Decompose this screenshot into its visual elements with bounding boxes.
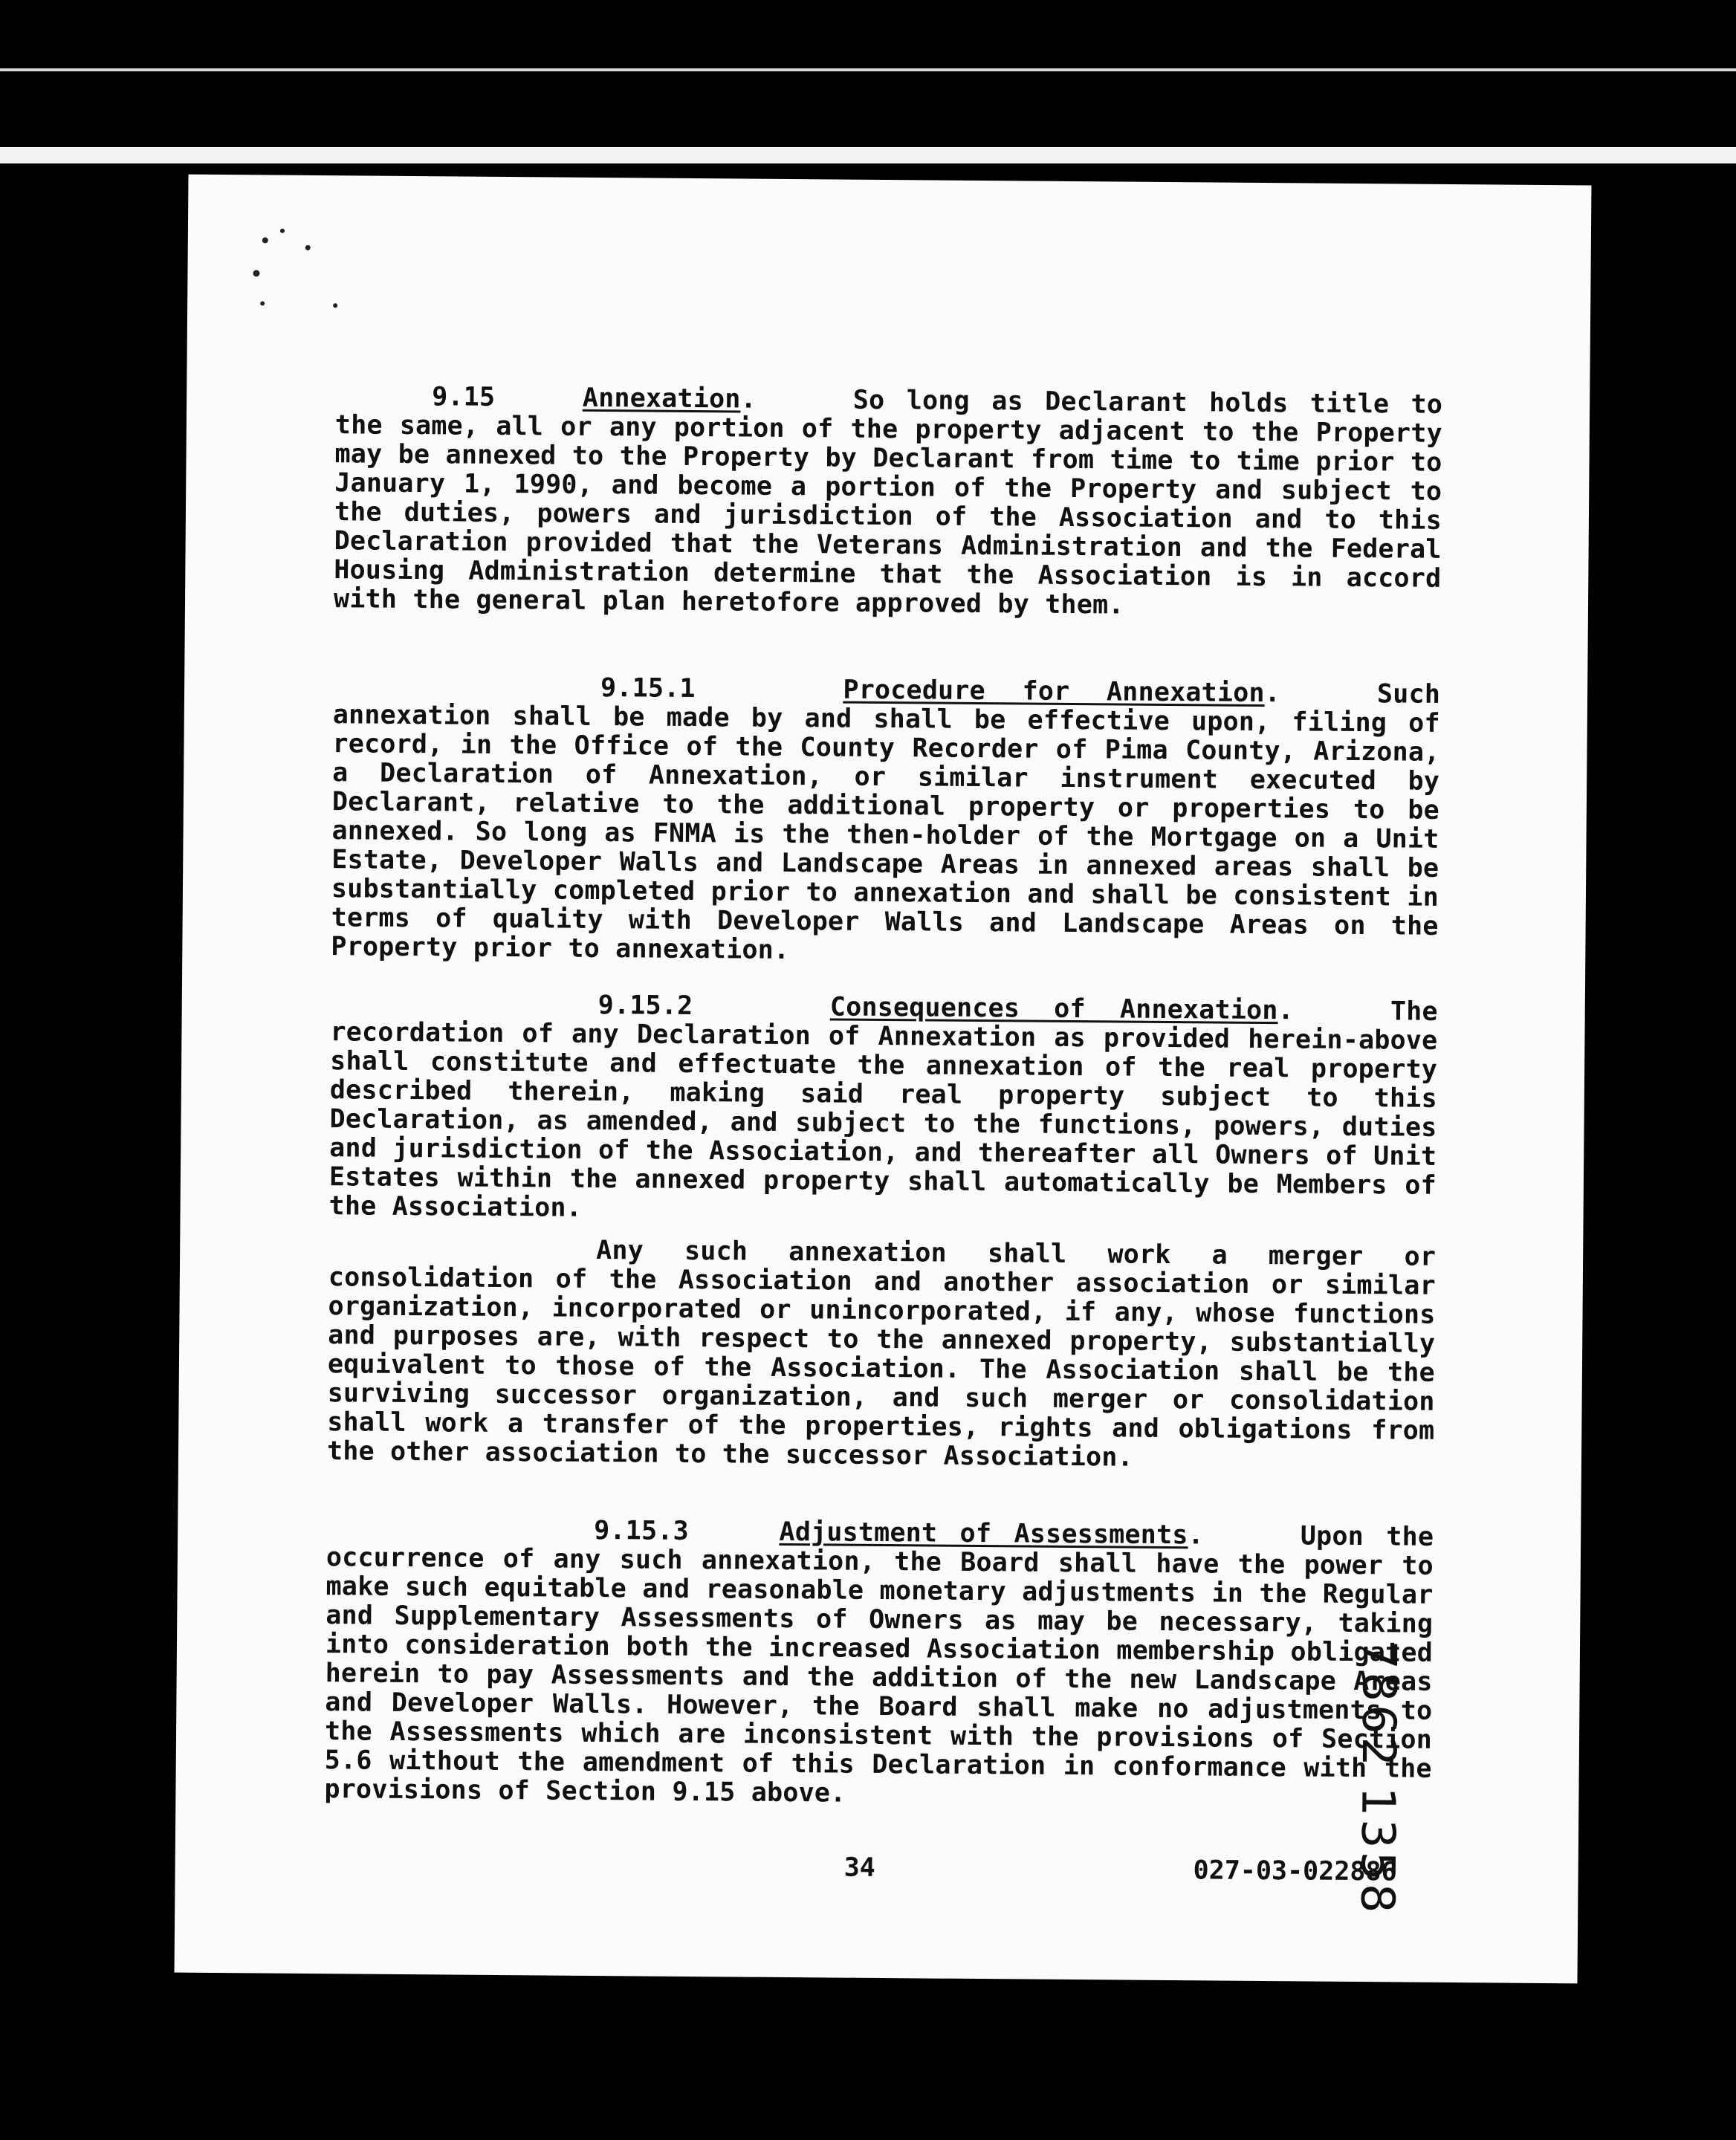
section-9-15-3-paragraph: 9.15.3 Adjustment of Assessments. Upon the occurrence of any such annexation, the Board shall have the power to make such equitable and reasonable monetary adjustments in the Regular and Supplementary Assessments of Owners as may be necessary, taking into consideration both the increased Association membership obligated herein to pay Assessments and the addition of the new Landscape Areas and Developer Walls. However, the Board shall make no adjustments to the Assessments which are inconsistent with the provisions of Section 5.6 without the amendment of this Declaration in conformance with the provisions of Section 9.15 above.	[324, 1515, 1434, 1809]
section-text: Upon the occurrence of any such annexation, the Board shall have the power to make such equitable and reasonable monetary adjustments in the Regular and Supplementary Assessments of Owners as may be necessary, taking into consideration both the increased Association membership obligated herein to pay Assessments and the addition of the new Landscape Areas and Developer Walls. However, the Board shall make no adjustments to the Assessments which are inconsistent with the provisions of Section 5.6 without the amendment of this Declaration in conformance with the provisions of Section 9.15 above.	[324, 1521, 1434, 1809]
scan-speck	[253, 270, 259, 276]
section-9-15-paragraph: 9.15 Annexation. So long as Declarant holds title to the same, all or any portion of the property adjacent to the Property may be annexed to the Property by Declarant from time to time prior to January 1, 1990, and become a portion of the Property and subject to the duties, powers and jurisdiction of the Association and to this Declaration provided that the Veterans Administration and the Federal Housing Administration determine that the Association is in accord with the general plan heretofore approved by them.	[333, 382, 1443, 620]
section-text: So long as Declarant holds title to the same, all or any portion of the property adjacent to the Property may be annexed to the Property by Declarant from time to time prior to January 1, 1990, and become a portion of the Property and subject to the duties, powers and jurisdiction of the Association and to this Declaration provided that the Veterans Administration and the Federal Housing Administration determine that the Association is in accord with the general plan heretofore approved by them.	[333, 385, 1443, 620]
section-9-15-1-paragraph: 9.15.1 Procedure for Annexation. Such annexation shall be made by and shall be effective upon, filing of record, in the Office of the County Recorder of Pima County, Arizona, a Declaration of Annexation, or similar instrument executed by Declarant, relative to the additional property or properties to be annexed. So long as FNMA is the then-holder of the Mortgage on a Unit Estate, Developer Walls and Landscape Areas in annexed areas shall be substantially completed prior to annexation and shall be consistent in terms of quality with Developer Walls and Landscape Areas on the Property prior to annexation.	[331, 673, 1441, 966]
section-text: Any such annexation shall work a merger or consolidation of the Association and another association or similar organization, incorporated or unincorporated, if any, whose functions and purposes are, with respect to the annexed property, substantially equivalent to those of the Association. The Association shall be the surviving successor organization, and such merger or consolidation shall work a transfer of the properties, rights and obligations from the other association to the successor Association.	[326, 1235, 1437, 1473]
scan-speck	[333, 303, 337, 308]
section-number: 9.15	[432, 382, 496, 412]
section-text: The recordation of any Declaration of Annexation as provided herein-above shall constitute and effectuate the annexation of the real property described therein, making said real property subject to this Declaration, as amended, and subject to the functions, powers, duties and jurisdiction of the Association, and thereafter all Owners of Unit Estates within the annexed property shall automatically be Members of the Association.	[328, 996, 1438, 1223]
scan-light-band	[0, 147, 1736, 163]
section-number: 9.15.2	[597, 990, 693, 1021]
section-heading: Annexation	[582, 383, 741, 415]
section-9-15-2-paragraph: 9.15.2 Consequences of Annexation. The recordation of any Declaration of Annexation as provided herein-above shall constitute and effectuate the annexation of the real property described therein, making said real property subject to this Declaration, as amended, and subject to the functions, powers, duties and jurisdiction of the Association, and thereafter all Owners of Unit Estates within the annexed property shall automatically be Members of the Association.	[328, 990, 1438, 1223]
scan-top-rule	[0, 68, 1736, 71]
section-heading: Procedure for Annexation	[843, 675, 1265, 709]
side-stamp: 7862 1358	[1350, 1639, 1408, 1916]
document-page	[175, 175, 1592, 1984]
section-text: Such annexation shall be made by and shall be effective upon, filing of record, in the Office of the County Recorder of Pima County, Arizona, a Declaration of Annexation, or similar instrument executed by Declarant, relative to the additional property or properties to be annexed. So long as FNMA is the then-holder of the Mortgage on a Unit Estate, Developer Walls and Landscape Areas in annexed areas shall be substantially completed prior to annexation and shall be consistent in terms of quality with Developer Walls and Landscape Areas on the Property prior to annexation.	[331, 679, 1441, 966]
page-number: 34	[843, 1852, 875, 1883]
section-heading: Consequences of Annexation	[829, 992, 1278, 1026]
scan-speck	[260, 301, 265, 305]
scan-speck	[262, 237, 268, 243]
scan-speck	[305, 245, 311, 250]
section-heading: Adjustment of Assessments	[779, 1517, 1188, 1551]
annexation-merger-paragraph	[327, 1234, 1436, 1475]
document-id: 027-03-022886	[1193, 1855, 1397, 1887]
section-number: 9.15.1	[600, 673, 696, 704]
scan-speck	[280, 229, 285, 233]
section-number: 9.15.3	[594, 1515, 690, 1546]
